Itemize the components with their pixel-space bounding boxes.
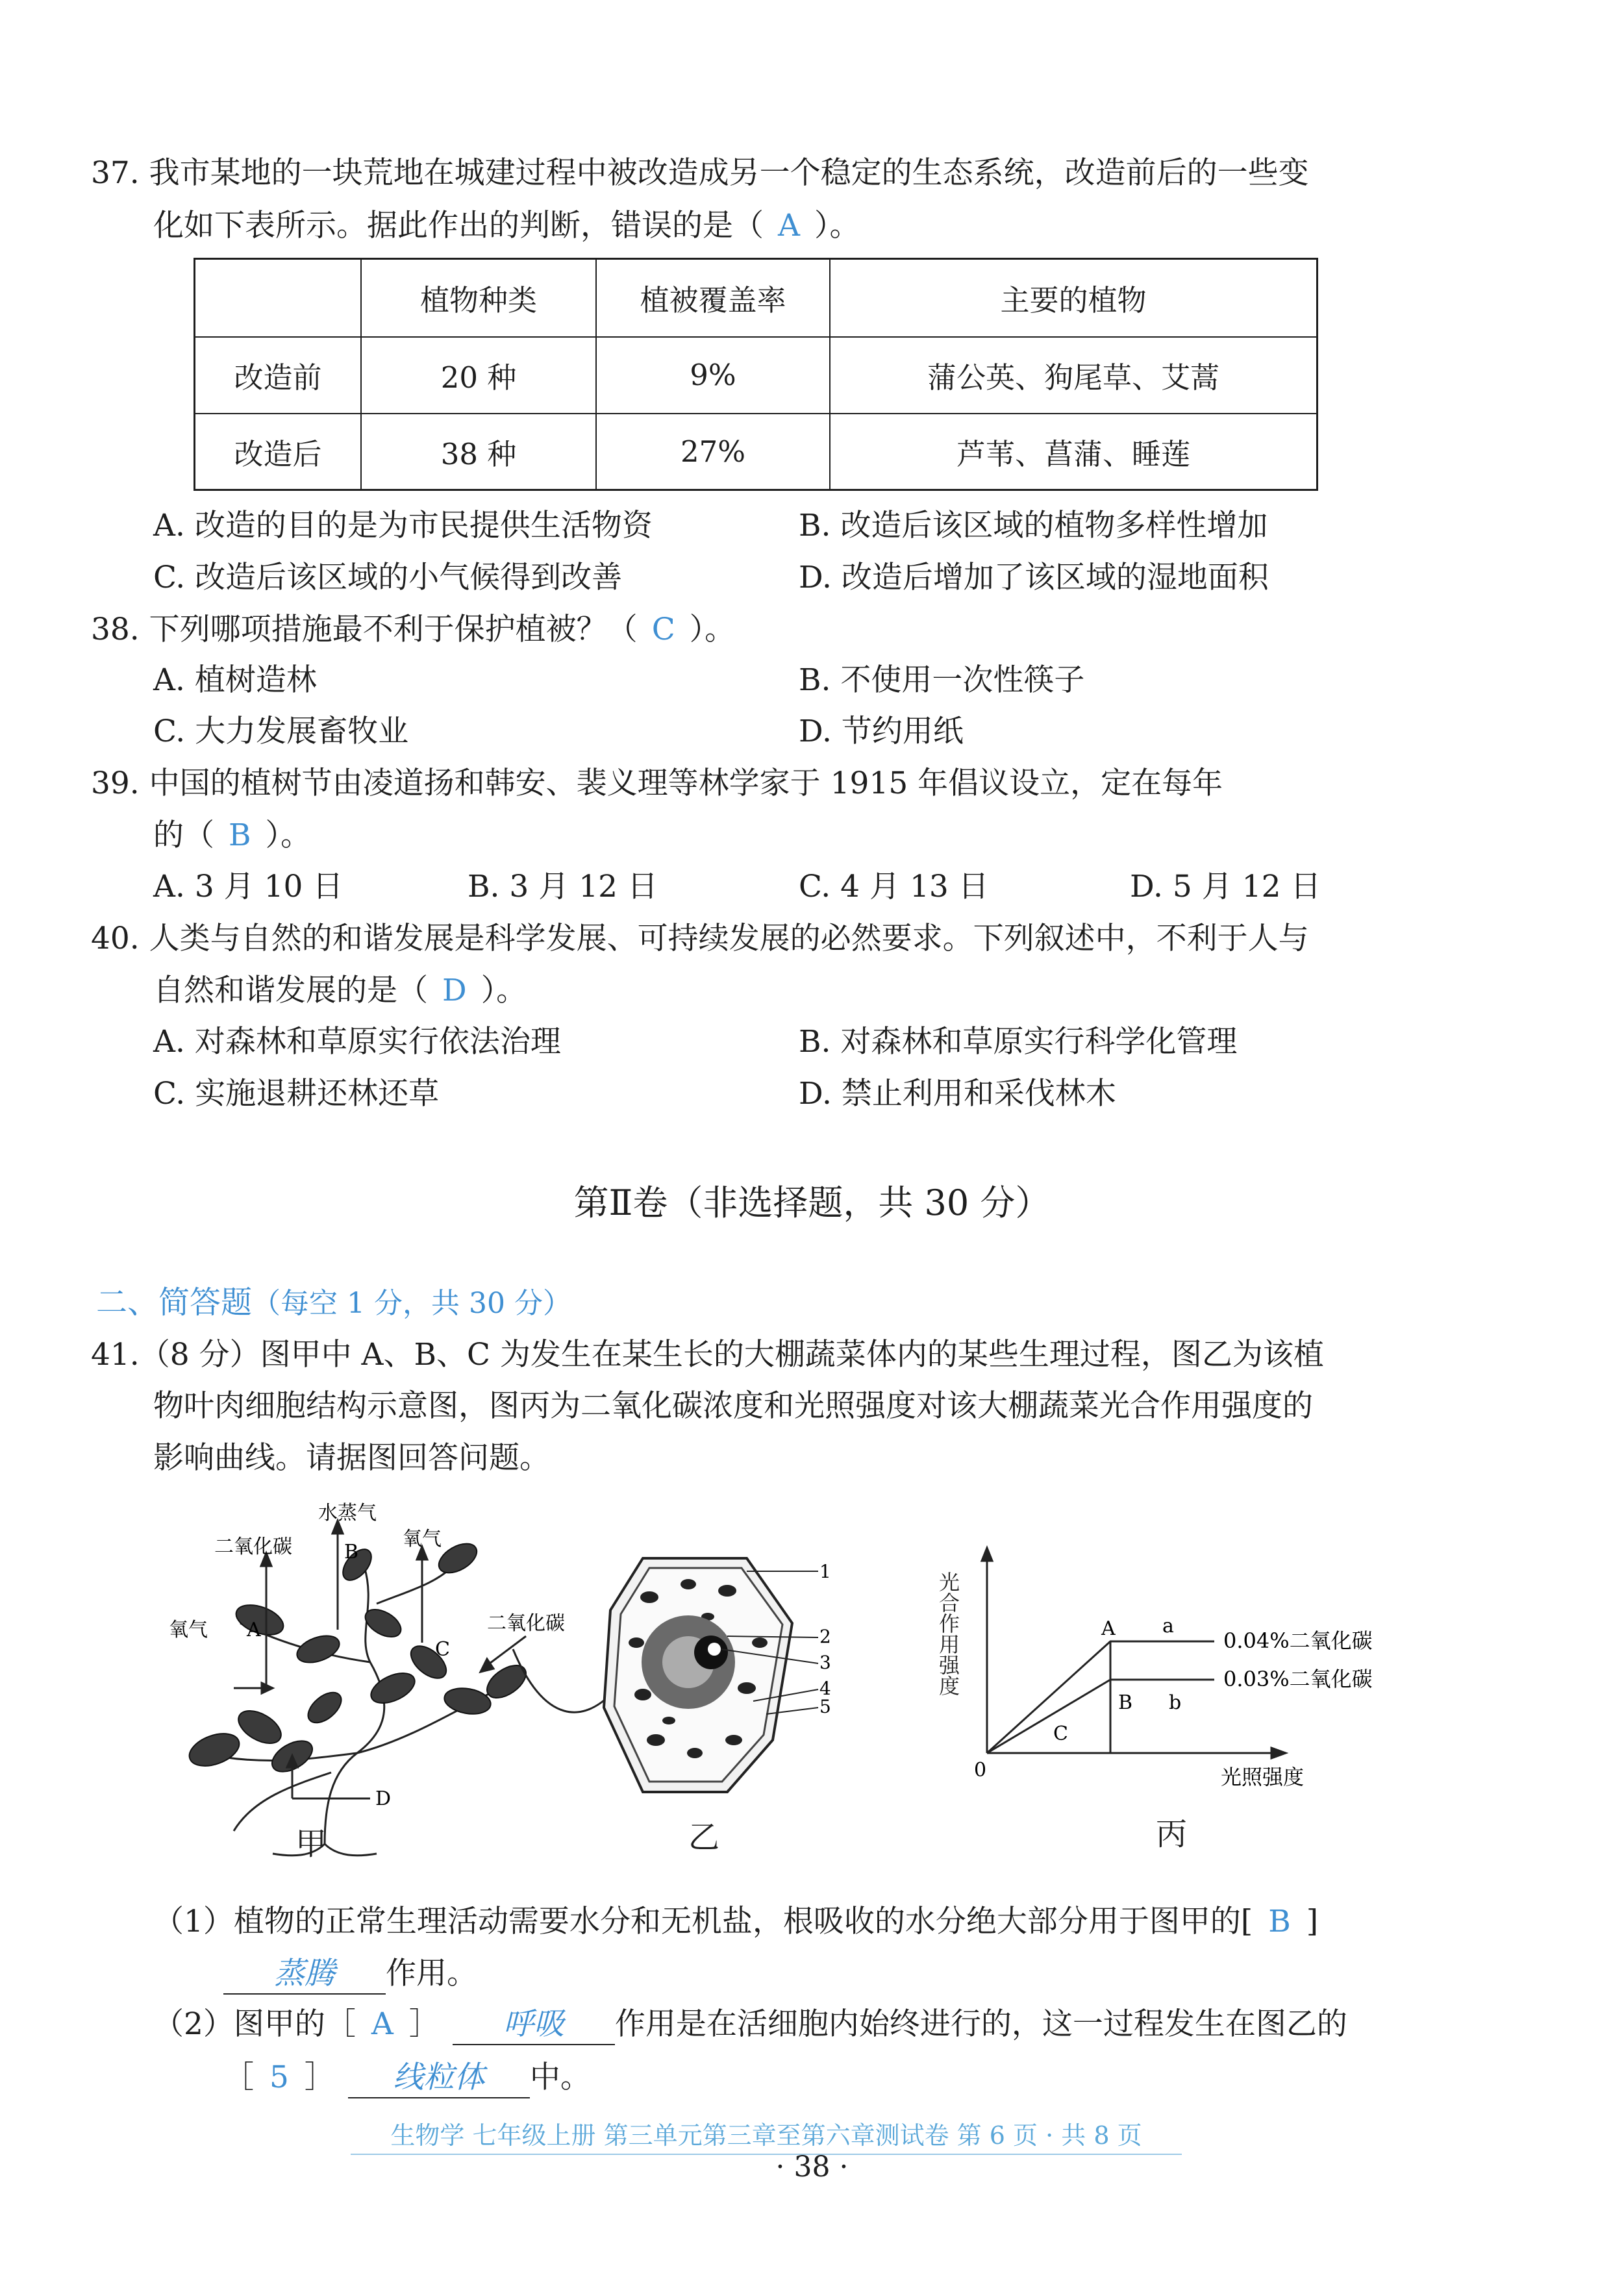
table-cell: 20 种 [361,337,596,414]
cell-label-3: 3 [819,1652,831,1673]
q40-option-c: C. 实施退耕还林还草 [153,1076,440,1112]
q39-stem-line2: 的（ B ）。 [153,817,312,853]
point-C: C [1053,1723,1068,1745]
q37-answer: A [778,208,800,243]
q40-stem-line1: 40. 人类与自然的和谐发展是科学发展、可持续发展的必然要求。下列叙述中，不利于人与 [91,921,1309,956]
table-row [195,337,1318,414]
q41-sub2-bracket-answer: A [371,2006,394,2042]
label-b: B [344,1541,359,1563]
table-cell: 芦苇、菖蒲、睡莲 [830,414,1318,490]
q37-option-d: D. 改造后增加了该区域的湿地面积 [799,560,1269,595]
cell-label-4: 4 [819,1678,831,1699]
label-o2-left: 氧气 [169,1619,208,1641]
leaf [303,1687,347,1729]
label-c: C [435,1638,450,1661]
q38-option-a: A. 植树造林 [153,662,317,698]
page-number: · 38 · [775,2150,849,2184]
q41-sub2-bracket-answer2: 5 [269,2059,289,2095]
series-a-label: 0.04%二氧化碳 [1223,1628,1373,1653]
q41-sub2-line2: ［ 5 ］ 线粒体 中。 [223,2058,591,2098]
label-water-vapor: 水蒸气 [318,1502,377,1524]
part2-title: 第Ⅱ卷（非选择题，共 30 分） [573,1182,1051,1223]
cell-label-2: 2 [819,1626,831,1647]
arrow-up-icon [982,1548,992,1561]
table-cell: 改造后 [195,414,362,490]
caption-yi: 乙 [688,1819,720,1856]
q41-sub1-bracket-answer: B [1268,1904,1291,1939]
label-co2-top: 二氧化碳 [214,1536,292,1558]
figure-yi-cell [597,1545,831,1805]
table-header-cell: 植物种类 [361,259,596,337]
table-header-cell: 主要的植物 [830,259,1318,337]
q40-option-d: D. 禁止利用和采伐林木 [799,1076,1116,1112]
table-cell: 蒲公英、狗尾草、艾蒿 [830,337,1318,414]
q38-option-c: C. 大力发展畜牧业 [153,714,409,749]
point-a: a [1162,1615,1174,1637]
q41-stem-line1: 41.（8 分）图甲中 A、B、C 为发生在某生长的大棚蔬菜体内的某些生理过程，图乙为该植 [91,1337,1324,1373]
q39-option-a: A. 3 月 10 日 [153,869,344,904]
q39-stem-line1: 39. 中国的植树节由凌道扬和韩安、裴义理等林学家于 1915 年倡议设立，定在每年 [91,765,1223,801]
q39-option-b: B. 3 月 12 日 [468,869,658,904]
ylabel-c1: 光合作用强度 [936,1571,960,1696]
label-d: D [375,1787,392,1810]
q41-sub1-line1: （1）植物的正常生理活动需要水分和无机盐，根吸收的水分绝大部分用于图甲的[ B ] [153,1904,1319,1939]
q37-option-a: A. 改造的目的是为市民提供生活物资 [153,508,653,543]
q40-option-b: B. 对森林和草原实行科学化管理 [799,1024,1238,1060]
arrow-right-icon [1271,1748,1286,1758]
page-footer: 生物学 七年级上册 第三单元第三章至第六章测试卷 第 6 页 · 共 8 页 [351,2115,1182,2155]
q40-option-a: A. 对森林和草原实行依法治理 [153,1024,561,1060]
series-b-label: 0.03%二氧化碳 [1223,1667,1373,1691]
table-header-cell [195,259,362,337]
q41-stem-line2: 物叶肉细胞结构示意图，图丙为二氧化碳浓度和光照强度对该大棚蔬菜光合作用强度的 [153,1388,1313,1424]
q40-answer: D [442,973,467,1008]
caption-bing: 丙 [1156,1816,1188,1852]
point-B: B [1118,1691,1133,1714]
q37-stem-line2: 化如下表所示。据此作出的判断，错误的是（ A ）。 [153,208,860,243]
q37-option-b: B. 改造后该区域的植物多样性增加 [799,508,1268,543]
table-row [195,414,1318,490]
q38-option-b: B. 不使用一次性筷子 [799,662,1085,698]
q38-stem: 38. 下列哪项措施最不利于保护植被？（ C ）。 [91,612,736,647]
leaf [294,1630,343,1667]
arrow-right-icon [262,1683,273,1693]
label-co2-right: 二氧化碳 [487,1612,565,1635]
table-header-cell: 植被覆盖率 [596,259,830,337]
section2-heading: 二、简答题（每空 1 分，共 30 分） [96,1284,571,1321]
point-b: b [1169,1691,1182,1714]
q37-table [194,258,1318,491]
leaf [366,1667,419,1710]
origin-label: 0 [974,1759,987,1782]
table-cell: 27% [596,414,830,490]
q39-answer: B [229,817,251,853]
xlabel: 光照强度 [1221,1765,1305,1789]
point-A: A [1101,1617,1116,1640]
cell-label-1: 1 [819,1561,831,1582]
leaf [185,1728,244,1773]
leaf [233,1704,286,1750]
figure-bing-graph [935,1545,1429,1818]
q39-option-d: D. 5 月 12 日 [1130,869,1321,904]
q41-sub2-blank2: 线粒体 [348,2058,530,2098]
cell-label-5: 5 [819,1696,831,1717]
table-cell: 9% [596,337,830,414]
table-cell: 改造前 [195,337,362,414]
q40-stem-line2: 自然和谐发展的是（ D ）。 [153,973,527,1008]
label-a: A [247,1619,261,1641]
q41-sub2-line1: （2）图甲的［ A ］ 呼吸 作用是在活细胞内始终进行的，这一过程发生在图乙的 [153,2005,1347,2045]
q41-sub2-blank1: 呼吸 [453,2005,615,2045]
q37-stem-line1: 37. 我市某地的一块荒地在城建过程中被改造成另一个稳定的生态系统，改造前后的一些变 [91,155,1309,191]
label-o2-top: 氧气 [403,1528,442,1550]
leaf [442,1685,493,1717]
q41-sub1-blank: 蒸腾 [223,1954,386,1995]
caption-jia: 甲 [295,1826,327,1862]
q38-answer: C [651,612,675,647]
q39-option-c: C. 4 月 13 日 [799,869,989,904]
series-b-line [987,1680,1214,1753]
q38-option-d: D. 节约用纸 [799,714,964,749]
q41-stem-line3: 影响曲线。请据图回答问题。 [153,1440,550,1476]
table-cell: 38 种 [361,414,596,490]
q41-sub1-line2: 蒸腾 作用。 [223,1954,477,1995]
q37-option-c: C. 改造后该区域的小气候得到改善 [153,560,623,595]
